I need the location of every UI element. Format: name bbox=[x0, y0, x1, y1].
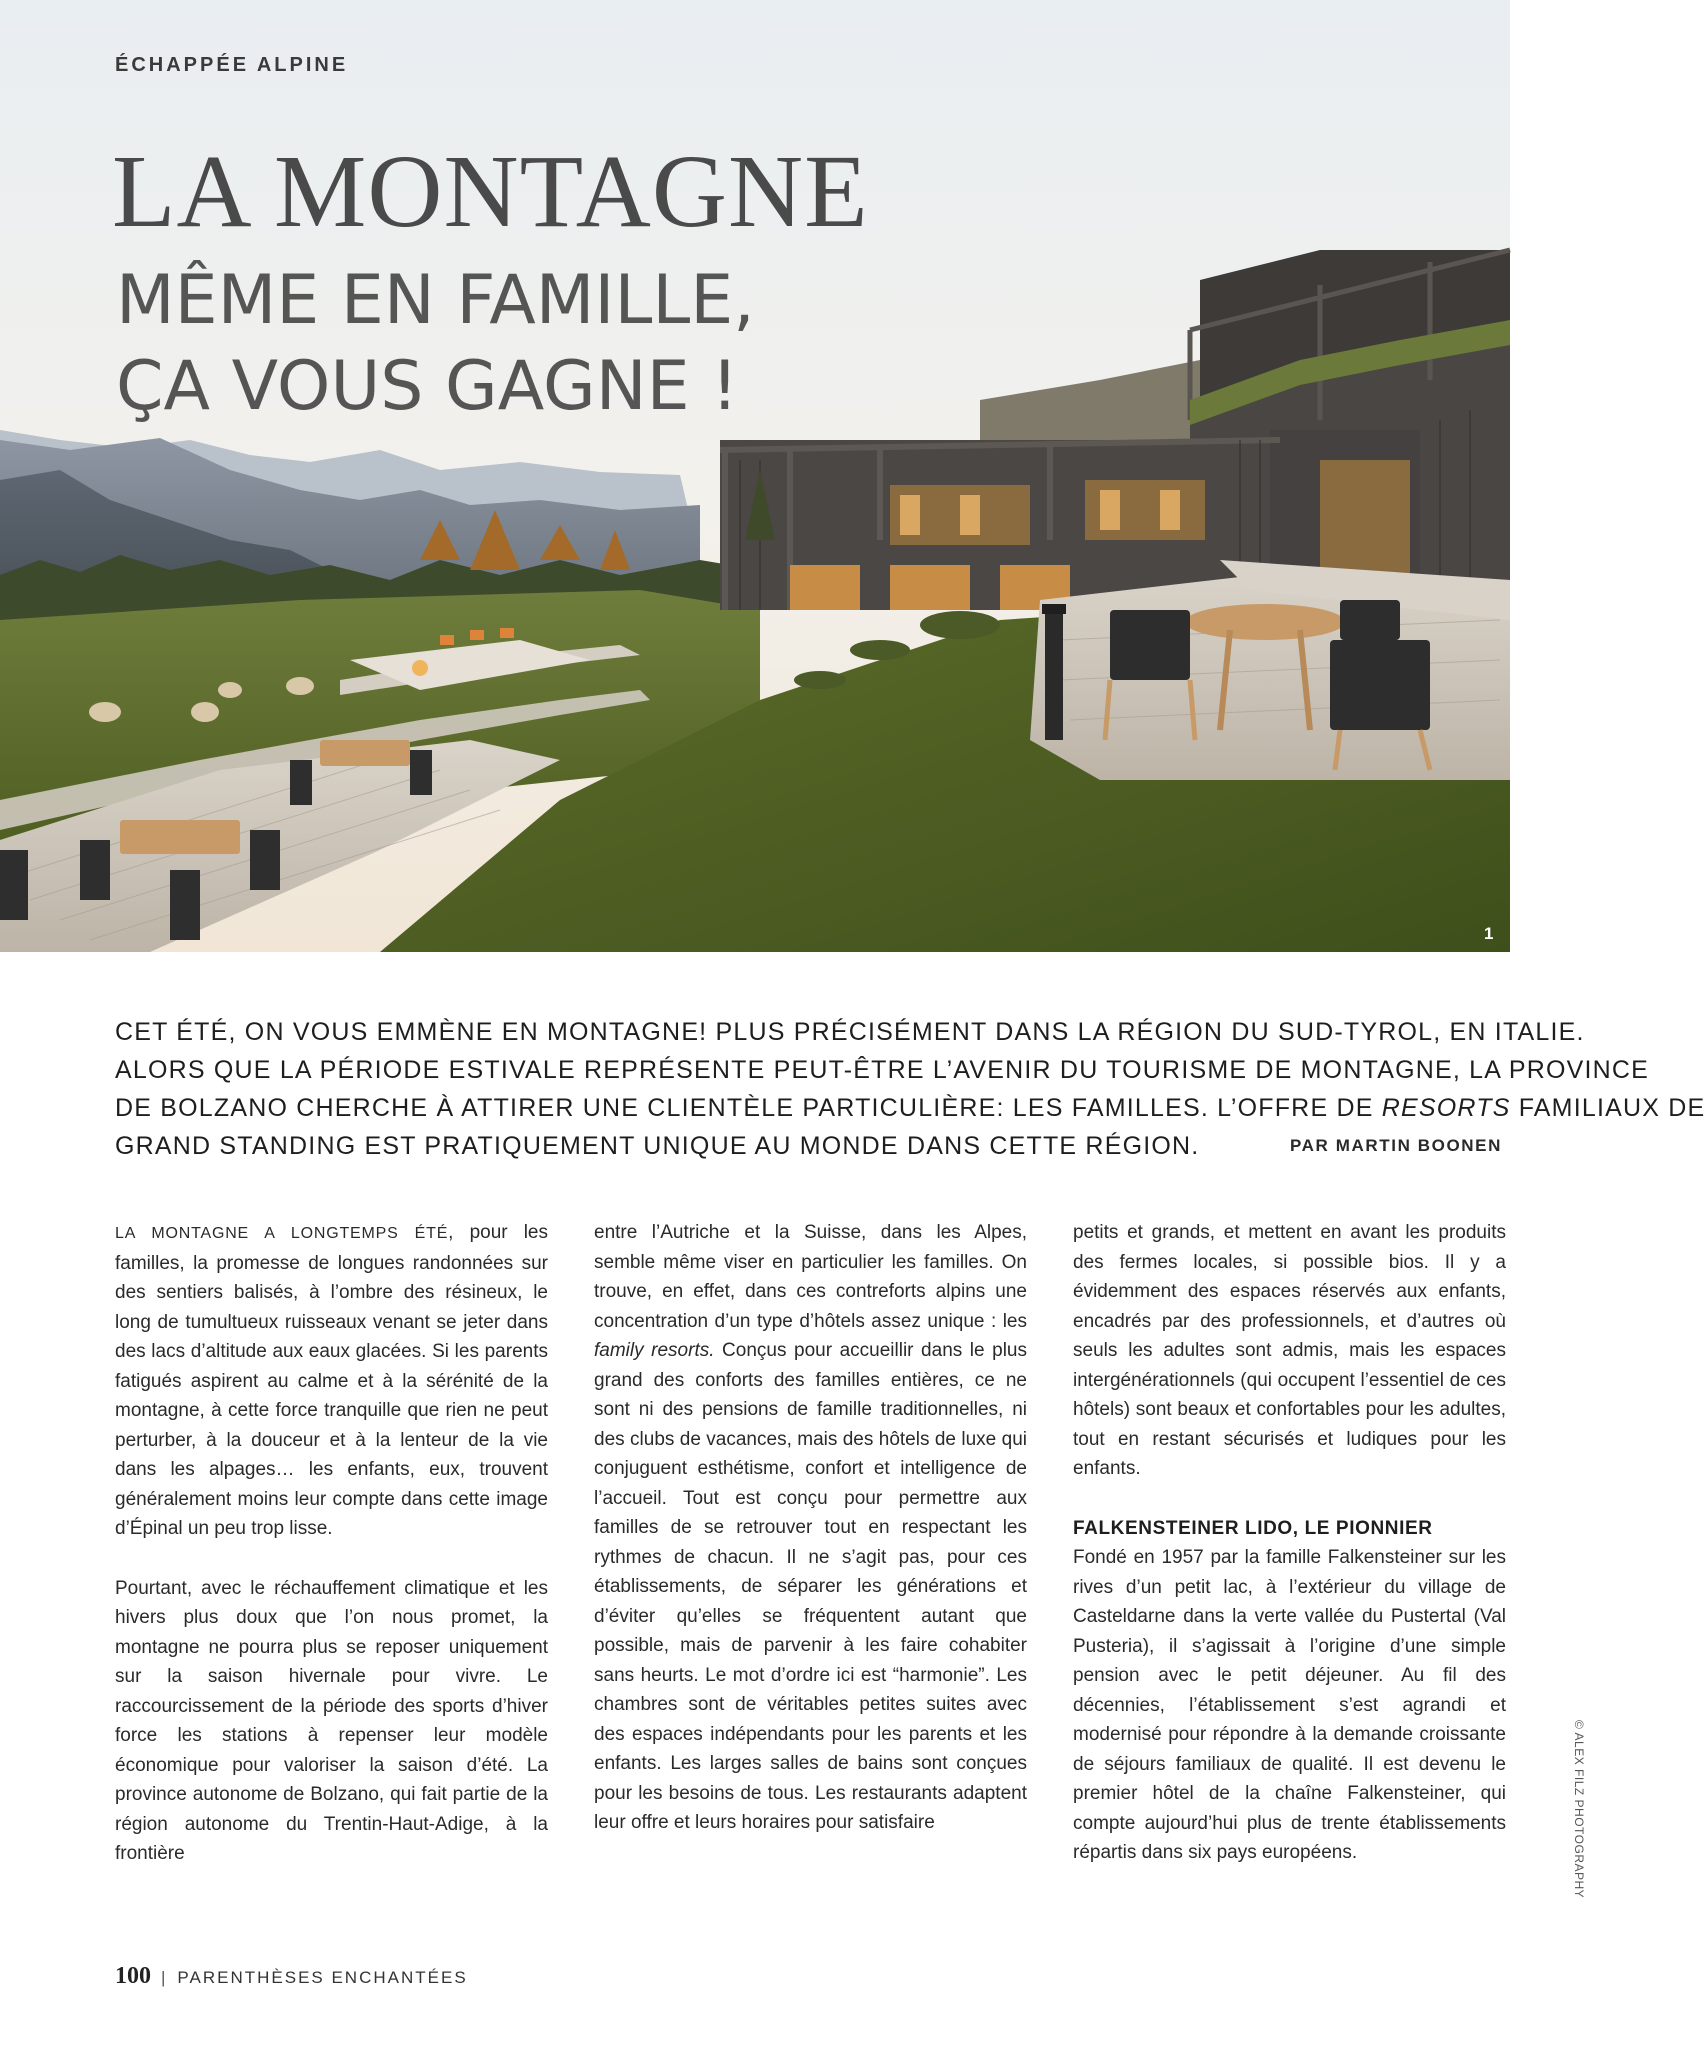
paragraph-text: , pour les familles, la promesse de longues randonnées sur des sentiers balisés, à l’ombre des résineux, le long de tumultueux ruisseaux venant se jeter dans des lacs d’altitude aux eaux glacées. Si les parents fatigués aspirent au calme et à la sérénité de la montagne, à cette force tranquille que rien ne peut perturber, à la douceur et à la lenteur de la vie dans les alpages… les enfants, eux, trouvent généralement moins leur compte dans cette image d’Épinal un peu trop lisse. bbox=[115, 1222, 549, 1539]
lead-line-4: GRAND STANDING EST PRATIQUEMENT UNIQUE AU MONDE DANS CETTE RÉGION. bbox=[115, 1132, 1200, 1160]
photo-number: 1 bbox=[1484, 924, 1494, 943]
drop-lead: LA MONTAGNE A LONGTEMPS ÉTÉ bbox=[115, 1225, 449, 1242]
photo-credit: © ALEX FILZ PHOTOGRAPHY bbox=[1572, 1720, 1586, 1899]
page-footer bbox=[115, 1963, 468, 1990]
lead-line-3-a: DE BOLZANO CHERCHE À ATTIRER UNE CLIENTÈLE PARTICULIÈRE: LES FAMILLES. L’OFFRE DE bbox=[115, 1094, 1382, 1122]
body-column-3 bbox=[1073, 1218, 1506, 1868]
lead-line-3-b: FAMILIAUX DE bbox=[1510, 1094, 1705, 1122]
paragraph-text: entre l’Autriche et la Suisse, dans les Alpes, semble même viser en particulier les familles. On trouve, en effet, dans ces contreforts alpins une concentration d’un type d’hôtels assez unique : les bbox=[594, 1222, 1027, 1332]
body-paragraph bbox=[115, 1218, 548, 1544]
section-kicker: ÉCHAPPÉE ALPINE bbox=[115, 54, 349, 76]
footer-separator: | bbox=[161, 1968, 168, 1987]
body-paragraph: Fondé en 1957 par la famille Falkensteiner sur les rives d’un petit lac, à l’extérieur du village de Casteldarne dans la verte vallée du Pustertal (Val Pusteria), il s’agissait à l’origine d’une simple pension avec le petit déjeuner. Au fil des décennies, l’établissement s’est agrandi et modernisé pour répondre à la demande croissante de séjours familiaux de qualité. Il est devenu le premier hôtel de la chaîne Falkensteiner, qui compte aujourd’hui plus de trente établissements répartis dans six pays européens. bbox=[1073, 1547, 1506, 1863]
body-paragraph: Pourtant, avec le réchauffement climatique et les hivers plus doux que l’on nous promet, la montagne ne pourra plus se reposer uniquement sur la saison hivernale pour vivre. Le raccourcissement de la période des sports d’hiver force les stations à repenser leur modèle économique pour valoriser la saison d’été. La province autonome de Bolzano, qui fait partie de la région autonome du Trentin-Haut-Adige, à la frontière bbox=[115, 1577, 548, 1864]
lead-line-1: CET ÉTÉ, ON VOUS EMMÈNE EN MONTAGNE! PLUS PRÉCISÉMENT DANS LA RÉGION DU SUD-TYROL, EN ITALIE. bbox=[115, 1018, 1585, 1046]
article-subtitle-line-2: ÇA VOUS GAGNE ! bbox=[116, 347, 739, 426]
page-number: 100 bbox=[115, 1963, 151, 1989]
lead-line-2: ALORS QUE LA PÉRIODE ESTIVALE REPRÉSENTE PEUT-ÊTRE L’AVENIR DU TOURISME DE MONTAGNE, LA PROVINCE bbox=[115, 1056, 1650, 1084]
section-subheading: FALKENSTEINER LIDO, LE PIONNIER bbox=[1073, 1517, 1433, 1539]
paragraph-text: Conçus pour accueillir dans le plus grand des conforts des familles entières, ce ne sont ni des pensions de famille traditionnelles, ni des clubs de vacances, mais des hôtels de luxe qui conjuguent esthétisme, confort et intelligence de l’accueil. Tout est conçu pour permettre aux familles de se retrouver tout en respectant les rythmes de chacun. Il ne s’agit pas, pour ces établissements, de séparer les générations et d’éviter qu’elles se fréquentent autant que possible, mais de parvenir à les faire cohabiter sans heurts. Le mot d’ordre ici est “harmonie”. Les chambres sont de véritables petites suites avec des espaces indépendants pour les parents et les enfants. Les larges salles de bains sont conçues pour les besoins de tous. Les restaurants adaptent leur offre et leurs horaires pour satisfaire bbox=[594, 1340, 1027, 1833]
lead-line-3 bbox=[115, 1089, 1705, 1127]
magazine-name: PARENTHÈSES ENCHANTÉES bbox=[177, 1968, 468, 1987]
article-subtitle bbox=[116, 258, 755, 430]
author-byline: PAR MARTIN BOONEN bbox=[1290, 1136, 1502, 1155]
body-column-1 bbox=[115, 1218, 548, 1869]
body-paragraph: petits et grands, et mettent en avant les produits des fermes locales, si possible bios. Il y a évidemment des espaces réservés aux enfants, encadrés par des professionnels, et d’autres où seuls les adultes sont admis, mais les espaces intergénérationnels (qui occupent l’essentiel de ces hôtels) sont beaux et confortables pour les adultes, tout en restant sécurisés et ludiques pour les enfants. bbox=[1073, 1222, 1506, 1479]
lead-line-3-em: RESORTS bbox=[1381, 1094, 1511, 1122]
article-title: LA MONTAGNE bbox=[112, 134, 869, 249]
emphasis-text: family resorts. bbox=[594, 1340, 715, 1361]
body-paragraph bbox=[594, 1218, 1027, 1838]
body-column-2 bbox=[594, 1218, 1027, 1838]
article-subtitle-line-1: MÊME EN FAMILLE, bbox=[116, 261, 755, 340]
